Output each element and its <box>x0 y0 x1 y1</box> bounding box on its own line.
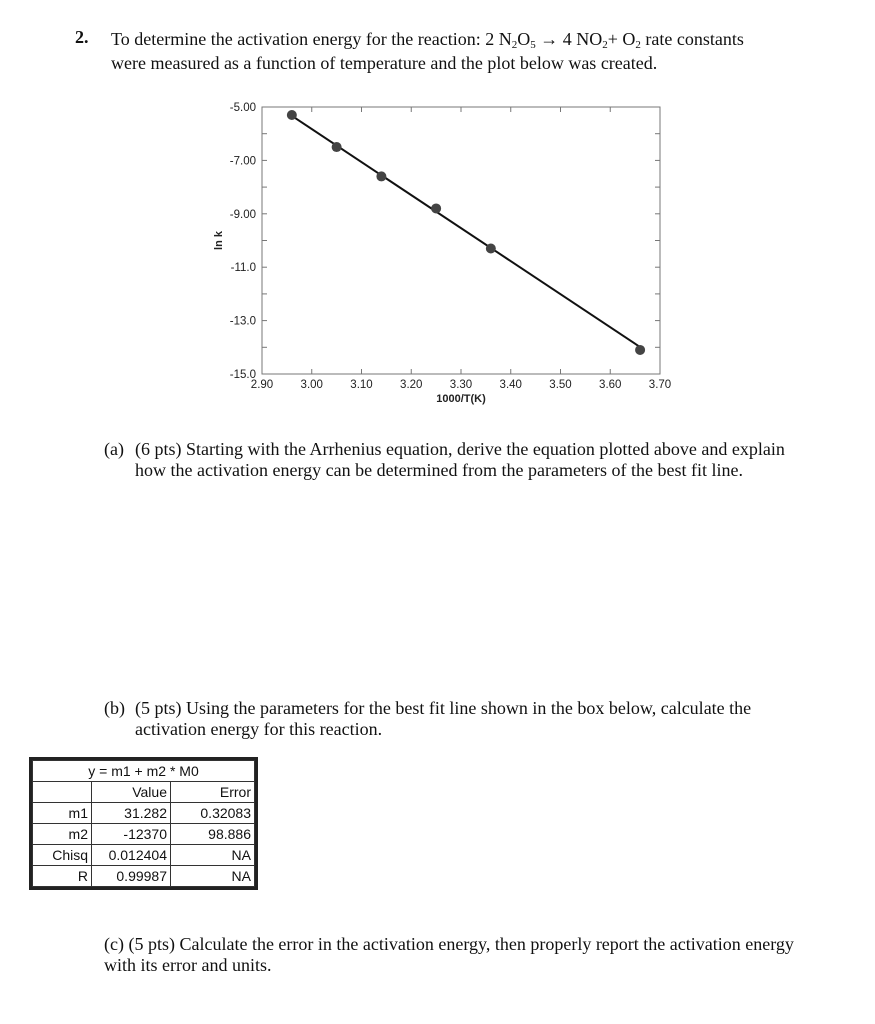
question-number: 2. <box>75 27 89 47</box>
x-tick-label: 3.00 <box>300 379 323 391</box>
part-a <box>104 439 804 481</box>
subscript: 5 <box>530 39 536 51</box>
subscript: 2 <box>635 39 641 51</box>
y-tick-label: -5.00 <box>229 102 256 114</box>
data-point <box>431 203 441 213</box>
reaction-text: O <box>517 29 531 49</box>
param-value: 0.99987 <box>92 866 171 887</box>
x-tick-label: 3.40 <box>499 379 522 391</box>
y-axis-label: ln k <box>213 231 225 250</box>
header-blank <box>33 782 92 803</box>
param-name: m2 <box>33 824 92 845</box>
fit-parameters-box <box>29 757 258 890</box>
param-value: 0.012404 <box>92 845 171 866</box>
question-line2: were measured as a function of temperature and the plot below was created. <box>111 53 658 73</box>
x-tick-label: 3.70 <box>648 379 672 391</box>
x-tick-label: 3.10 <box>350 379 373 391</box>
table-row <box>33 845 255 866</box>
param-value: -12370 <box>92 824 171 845</box>
param-name: R <box>33 866 92 887</box>
data-point <box>376 171 386 181</box>
part-b-label: (b) <box>104 698 125 718</box>
part-b <box>104 698 804 740</box>
arrhenius-plot <box>195 95 685 415</box>
data-point <box>486 244 496 254</box>
question-line1-start: To determine the activation energy for the reaction: 2 N <box>111 29 512 49</box>
y-tick-label: -15.0 <box>229 369 256 381</box>
part-c <box>104 934 804 976</box>
data-point <box>287 110 297 120</box>
x-tick-label: 3.60 <box>599 379 622 391</box>
param-error: NA <box>171 866 255 887</box>
part-a-label: (a) <box>104 439 124 459</box>
y-tick-label: -7.00 <box>229 155 256 168</box>
reaction-text: + O <box>607 29 636 49</box>
data-point <box>332 142 342 152</box>
subscript: 2 <box>602 39 608 51</box>
plot-frame <box>262 107 660 374</box>
data-point <box>635 345 645 355</box>
table-row <box>33 866 255 887</box>
table-row <box>33 803 255 824</box>
x-tick-label: 3.50 <box>549 379 572 391</box>
y-tick-label: -9.00 <box>229 208 256 221</box>
part-c-body: (5 pts) Calculate the error in the activation energy, then properly report the activation energy with its error and units. <box>104 934 794 975</box>
fit-equation: y = m1 + m2 * M0 <box>33 761 255 782</box>
best-fit-line <box>292 116 640 347</box>
header-value: Value <box>92 782 171 803</box>
param-name: m1 <box>33 803 92 824</box>
table-row <box>33 824 255 845</box>
x-tick-label: 3.20 <box>400 379 423 391</box>
param-error: NA <box>171 845 255 866</box>
part-c-label: (c) <box>104 934 124 954</box>
plot-canvas <box>195 95 685 415</box>
y-tick-label: -13.0 <box>229 315 256 328</box>
part-b-text: (5 pts) Using the parameters for the best fit line shown in the box below, calculate the activation energy for this reaction. <box>135 698 752 739</box>
subscript: 2 <box>511 39 518 51</box>
param-value: 31.282 <box>92 803 171 824</box>
header-error: Error <box>171 782 255 803</box>
param-error: 98.886 <box>171 824 255 845</box>
param-error: 0.32083 <box>171 803 255 824</box>
fit-parameters-table <box>32 760 255 887</box>
part-a-text: (6 pts) Starting with the Arrhenius equation, derive the equation plotted above and explain how the activation energy can be determined from the parameters of the best fit line. <box>135 439 785 480</box>
part-c-text <box>104 934 804 976</box>
x-tick-label: 3.30 <box>449 379 473 391</box>
question-text <box>111 27 801 75</box>
y-tick-label: -11.0 <box>230 262 256 275</box>
reaction-arrow: → 4 NO <box>535 29 603 49</box>
x-axis-label: 1000/T(K) <box>436 393 486 405</box>
question-line1-end: rate constants <box>640 29 744 49</box>
x-tick-label: 2.90 <box>250 379 274 391</box>
param-name: Chisq <box>33 845 92 866</box>
